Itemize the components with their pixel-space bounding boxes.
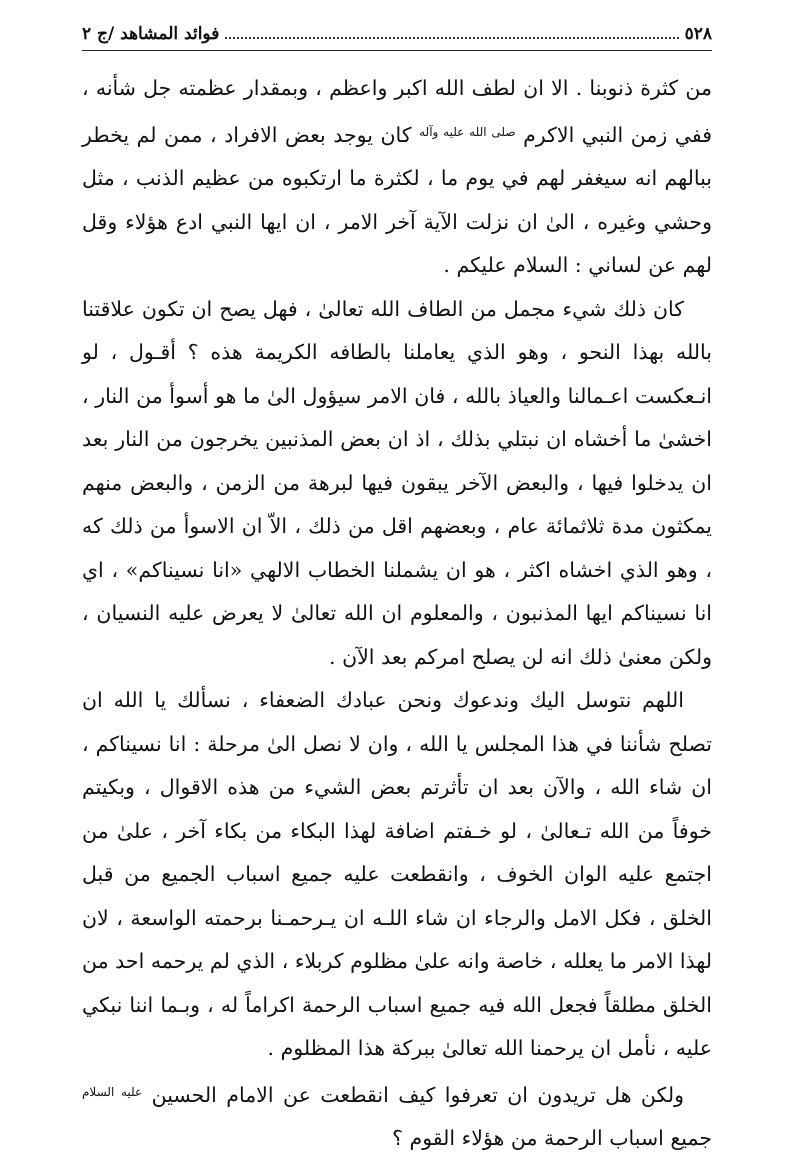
paragraph-1-part-1: من كثرة ذنوبنا . الا ان لطف الله اكبر واعظم ، وبمقدار عظمته جل شأنه ، ففي زمن النبي الاكرم: [82, 76, 713, 147]
page-number: ٥٢٨: [684, 24, 712, 44]
honorific-glyph: عليه السلام: [82, 1084, 143, 1099]
honorific-glyph: صلى الله عليه وآله: [419, 124, 516, 139]
paragraph-4: [82, 1071, 712, 1161]
paragraph-4-part-1: ولكن هل تريدون ان تعرفوا كيف انقطعت عن الامام الحسين: [142, 1082, 684, 1107]
paragraph-1-part-2: كان يوجد بعض الافراد ، ممن لم يخطر ببالهم انه سيغفر لهم في يوم ما ، لكثرة ما ارتكبوه من عظيم الذنب ، مثل وحشي وغيره ، الىٰ ان نزلت الآية آخر الامر ، ان ايها النبي ادع هؤلاء وقل لهم عن لساني : السلام عليكم .: [82, 122, 712, 277]
paragraph-3: اللهم نتوسل اليك وندعوك ونحن عبادك الضعفاء ، نسألك يا الله ان تصلح شأننا في هذا المجلس يا الله ، وان لا نصل الىٰ مرحلة : انا نسيناكم ، ان شاء الله ، والآن بعد ان تأثرتم بعض الشيء من هذه الاقوال ، وبكيتم خوفاً من الله تـعالىٰ ، لو خـفتم اضافة لهذا البكاء من بكاء آخر ، علىٰ من اجتمع عليه الوان الخوف ، وانقطعت عليه جميع اسباب الجميع من قبل الخلق ، فكل الامل والرجاء ان شاء اللـه ان يـرحمـنا برحمته الواسعة ، لان لهذا الامر ما يعلله ، خاصة وانه علىٰ مظلوم كربلاء ، الذي لم يرحمه احد من الخلق مطلقاً فجعل الله فيه جميع اسباب الرحمة اكراماً له ، وبـما اننا نبكي عليه ، نأمل ان يرحمنا الله تعالىٰ ببركة هذا المظلوم .: [82, 688, 712, 1060]
book-title: فوائد المشاهد /ج ٢: [82, 24, 220, 44]
running-header: [82, 20, 712, 51]
paragraph-1: [82, 67, 712, 288]
paragraph-2: كان ذلك شيء مجمل من الطاف الله تعالىٰ ، فهل يصح ان تكون علاقتنا بالله بهذا النحو ، وهو الذي يعاملنا بالطافه الكريمة هذه ؟ أقـول ، لو انـعكست اعـمالنا والعياذ بالله ، فان الامر سيؤول الىٰ ما هو أسوأ من النار ، اخشىٰ ما أخشاه ان نبتلي بذلك ، اذ ان بعض المذنبين يخرجون من النار بعد ان يدخلوا فيها ، والبعض الآخر يبقون فيها لبرهة من الزمن ، والبعض منهم يمكثون مدة ثلاثمائة عام ، وبعضهم اقل من ذلك ، الاّ ان الاسوأ من ذلك كه ، وهو الذي اخشاه اكثر ، هو ان يشملنا الخطاب الالهي «انا نسيناكم» ، اي انا نسيناكم ايها المذنبون ، والمعلوم ان الله تعالىٰ لا يعرض عليه النسيان ، ولكن معنىٰ ذلك انه لن يصلح امركم بعد الآن .: [82, 296, 712, 669]
header-leader-dots: [225, 23, 678, 39]
body-text: [82, 67, 712, 1161]
paragraph-4-part-2: جميع اسباب الرحمة من هؤلاء القوم ؟: [392, 1126, 712, 1150]
